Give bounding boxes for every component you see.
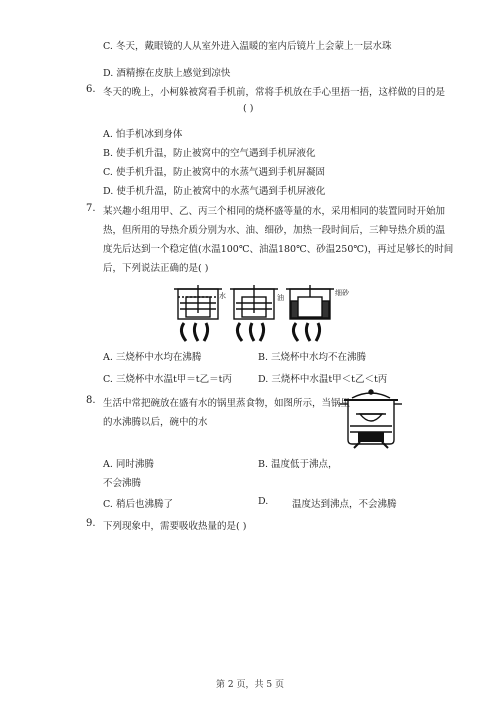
question-8-stem-line-1: 生活中常把碗放在盛有水的锅里蒸食物，如图所示，当锅里 xyxy=(103,398,351,409)
option-d-prev: D. 酒精擦在皮肤上感觉到凉快 xyxy=(103,68,231,79)
beaker-oil xyxy=(230,285,278,341)
question-6-option-d: D. 使手机升温，防止被窝中的水蒸气遇到手机屏液化 xyxy=(103,186,326,197)
figure-label-water: 水 xyxy=(219,292,226,300)
beaker-sand xyxy=(286,285,334,341)
question-8-figure xyxy=(338,388,404,450)
option-c-prev: C. 冬天，戴眼镜的人从室外进入温暖的室内后镜片上会蒙上一层水珠 xyxy=(103,41,392,52)
question-7-stem-line-4: 后，下列说法正确的是( ) xyxy=(103,263,209,274)
question-8-option-b-cont: 不会沸腾 xyxy=(103,478,142,489)
question-7-figure xyxy=(170,283,340,343)
figure-label-oil: 油 xyxy=(277,294,284,302)
question-8-option-c: C. 稍后也沸腾了 xyxy=(103,499,173,510)
figure-label-sand: 细砂 xyxy=(335,289,349,297)
question-6-option-c: C. 使手机升温，防止被窝中的水蒸气遇到手机屏凝固 xyxy=(103,167,325,178)
question-6-stem: 冬天的晚上，小柯躲被窝看手机前，常将手机放在手心里捂一捂，这样做的目的是 xyxy=(103,87,446,98)
question-8-option-d-letter: D. xyxy=(258,496,269,507)
question-8-stem-line-2: 的水沸腾以后，碗中的水 xyxy=(103,417,208,428)
question-8-option-d: 温度达到沸点，不会沸腾 xyxy=(292,499,397,510)
question-number-9: 9. xyxy=(86,518,96,529)
question-6-option-b: B. 使手机升温，防止被窝中的空气遇到手机屏液化 xyxy=(103,148,316,159)
question-number-8: 8. xyxy=(86,395,96,406)
question-number-7: 7. xyxy=(86,203,96,214)
question-6-option-a: A. 怕手机冰到身体 xyxy=(103,129,183,140)
question-number-6: 6. xyxy=(86,84,96,95)
question-8-option-b: B. 温度低于沸点， xyxy=(258,459,338,470)
question-7-stem-line-3: 度先后达到一个稳定值(水温100℃、油温180℃、砂温250℃)，再过足够长的时间 xyxy=(103,244,454,255)
beaker-water xyxy=(174,285,222,341)
question-8-option-a: A. 同时沸腾 xyxy=(103,459,154,470)
question-7-option-d: D. 三烧杯中水温t甲＜t乙＜t丙 xyxy=(258,374,388,385)
question-7-option-a: A. 三烧杯中水均在沸腾 xyxy=(103,352,202,363)
question-7-option-c: C. 三烧杯中水温t甲＝t乙＝t丙 xyxy=(103,374,232,385)
page-footer: 第 2 页，共 5 页 xyxy=(216,680,284,690)
question-7-stem-line-1: 某兴趣小组用甲、乙、丙三个相同的烧杯盛等量的水，采用相同的装置同时开始加 xyxy=(103,206,446,217)
question-7-stem-line-2: 热，但所用的导热介质分别为水、油、细砂，加热一段时间后，三种导热介质的温 xyxy=(103,225,446,236)
question-9-stem: 下列现象中，需要吸收热量的是( ) xyxy=(103,521,247,532)
question-7-option-b: B. 三烧杯中水均不在沸腾 xyxy=(258,352,367,363)
question-6-blank: ( ) xyxy=(243,103,254,114)
